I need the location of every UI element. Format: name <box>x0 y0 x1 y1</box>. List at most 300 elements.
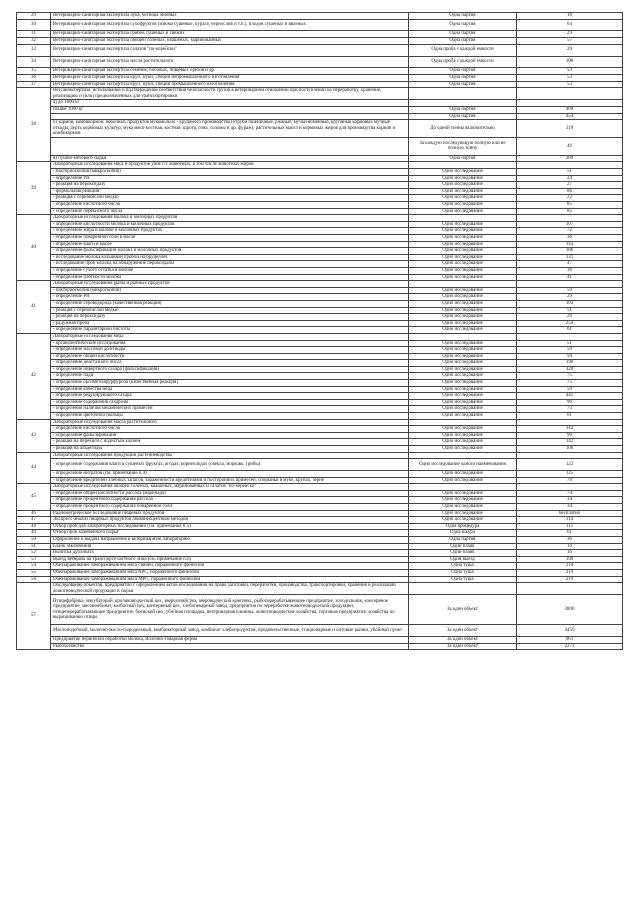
row-number: 49 <box>17 530 51 537</box>
service-description: - определение жира в молоке и молочных продуктах <box>51 228 409 235</box>
table-row <box>17 406 623 413</box>
measure-unit: Одно исследование <box>409 446 517 453</box>
measure-unit: Одна проба с каждой емкости <box>409 44 517 56</box>
service-description <box>51 113 409 120</box>
table-row <box>17 419 623 426</box>
price-value: 34 <box>517 497 623 504</box>
row-number: 56 <box>17 576 51 583</box>
price-value: 59 <box>517 287 623 294</box>
measure-unit: Одно исследование <box>409 347 517 354</box>
service-description: - определение PH <box>51 294 409 301</box>
table-row <box>17 175 623 182</box>
service-description: Лабораторные исследования молока и молочных продуктов <box>51 215 409 222</box>
price-value: 320 <box>517 366 623 373</box>
price-value <box>517 215 623 222</box>
row-number: 31 <box>17 31 51 38</box>
measure-unit: Одна партия <box>409 13 517 20</box>
table-row <box>17 446 623 453</box>
price-value: 36 <box>517 537 623 544</box>
price-value: 53 <box>517 75 623 82</box>
price-value: 16 <box>517 550 623 557</box>
measure-unit: За один объект <box>409 595 517 625</box>
row-number: 50 <box>17 537 51 544</box>
measure-unit: Одно исследование <box>409 182 517 189</box>
table-row <box>17 550 623 557</box>
table-row <box>17 393 623 400</box>
measure-unit: Одна партия <box>409 537 517 544</box>
measure-unit: Одно исследование <box>409 254 517 261</box>
measure-unit: Одно исследование <box>409 248 517 255</box>
price-value: 961 <box>517 637 623 644</box>
row-number: 36 <box>17 75 51 82</box>
price-value: 53 <box>517 68 623 75</box>
measure-unit: Одно исследование <box>409 373 517 380</box>
row-number: 55 <box>17 570 51 577</box>
service-description: - определение вредителей хлебных запасов, зараженности вредителями и посторонних примесей, спорыньи в муке, крупах, зерне <box>51 477 409 484</box>
measure-unit: Одно исследование <box>409 221 517 228</box>
price-value: 319 <box>517 120 623 138</box>
service-description: - определение диастазного числа <box>51 360 409 367</box>
measure-unit: Одно исследование <box>409 366 517 373</box>
table-row <box>17 490 623 497</box>
measure-unit: Одно исследование <box>409 307 517 314</box>
row-number: 30 <box>17 19 51 31</box>
table-row <box>17 643 623 650</box>
service-description: Лабораторные исследования рыбы и рыбных продуктов <box>51 281 409 288</box>
measure-unit: До одной тонны включительно <box>409 120 517 138</box>
measure-unit: Одна партия <box>409 38 517 45</box>
table-row <box>17 155 623 162</box>
measure-unit: Одно исследование <box>409 490 517 497</box>
service-description: Ветеринарно-санитарная экспертиза круп, муки, специй промышленного изготовления <box>51 81 409 88</box>
service-description: Обеззараживание замораживанием мяса КРС, пораженного финнозом <box>51 570 409 577</box>
service-description: - определение массовой доли воды <box>51 347 409 354</box>
price-value: 22 <box>517 195 623 202</box>
table-row <box>17 399 623 406</box>
measure-unit: Одно исследование <box>409 471 517 478</box>
table-row <box>17 208 623 215</box>
table-row <box>17 320 623 327</box>
row-number: 32 <box>17 38 51 45</box>
measure-unit: Одно исследование одного наименования <box>409 459 517 471</box>
table-row <box>17 162 623 169</box>
service-description: - бактериоскопия (микроскопия) <box>51 169 409 176</box>
price-value: 59 <box>517 386 623 393</box>
measure-unit: Одна туша <box>409 576 517 583</box>
table-row <box>17 182 623 189</box>
measure-unit: За каждую последующую полную или не полную тонну <box>409 138 517 156</box>
table-row <box>17 13 623 20</box>
table-row <box>17 169 623 176</box>
price-value: 73 <box>517 406 623 413</box>
service-description: - определение качества меда <box>51 386 409 393</box>
price-value: 61 <box>517 327 623 334</box>
table-row <box>17 637 623 644</box>
service-description: - определение нитратов (см. примечание п.4) <box>51 471 409 478</box>
service-description: б) кормов, комбикормов, побочных продуктов мукомольно - крупяного производства (отруби пшеничные, ржаные, мучки ячменные, крупяные кормовые мучные отходы, дерть кормовых культур, мука мясо-костная, костная, шрота, сена, соломы и др. фураж), растительных масел и кормовых жиров для производства кормов и комбикормов <box>51 120 409 138</box>
price-value: 72 <box>517 228 623 235</box>
measure-unit <box>409 88 517 100</box>
price-value: 106 <box>517 446 623 453</box>
measure-unit: Одно исследование <box>409 208 517 215</box>
measure-unit: Одно исследование <box>409 426 517 433</box>
service-description: а) до 1000 кг <box>51 100 409 107</box>
service-description: - определение фальсификации <box>51 432 409 439</box>
measure-unit: Одна партия <box>409 155 517 162</box>
table-row <box>17 530 623 537</box>
measure-unit: Одно исследование <box>409 314 517 321</box>
service-description: - определение инвертного сахара (фальсификация) <box>51 366 409 373</box>
price-value: 409 <box>517 107 623 114</box>
service-description: Ветсанэкспертиза, истолкование и подтверждение соответствия безопасности грузов в ветеринарном отношении при поступлении на переработку, хранение, реализацию и (или) предназначенных для транспортировки <box>51 88 409 100</box>
service-description: Ветеринарно-санитарная экспертиза овощей соленых, квашеных, маринованных <box>51 38 409 45</box>
service-description: - определение редуцирующего сахара <box>51 393 409 400</box>
service-description: Лабораторные исследования масла растительного <box>51 419 409 426</box>
price-value: 78 <box>517 477 623 484</box>
price-value: 16 <box>517 543 623 550</box>
price-list-sheet <box>16 12 622 650</box>
price-value: 36 <box>517 235 623 242</box>
service-description: Радиометрическое исследование пищевых продуктов <box>51 510 409 517</box>
service-description: - реакция на альдегиды <box>51 446 409 453</box>
measure-unit: Одно исследование <box>409 175 517 182</box>
measure-unit: Одно исследование <box>409 287 517 294</box>
table-row <box>17 583 623 595</box>
table-row <box>17 188 623 195</box>
table-row <box>17 471 623 478</box>
service-description: - определение перекисного числа <box>51 208 409 215</box>
table-row <box>17 426 623 433</box>
table-row <box>17 221 623 228</box>
service-description: Обеззараживание замораживанием мяса МРС, пораженного финнозом <box>51 576 409 583</box>
table-row <box>17 347 623 354</box>
price-value <box>517 484 623 491</box>
service-description: - реакция с сернокислой медью <box>51 195 409 202</box>
price-value: 75 <box>517 380 623 387</box>
price-value <box>517 452 623 459</box>
table-row <box>17 497 623 504</box>
price-value <box>517 162 623 169</box>
measure-unit <box>409 100 517 107</box>
price-value: бесплатно <box>517 510 623 517</box>
service-description: - определение процентного содержания поваренной соли <box>51 504 409 511</box>
service-description: - определение сухого остатка в молоке <box>51 267 409 274</box>
table-row <box>17 439 623 446</box>
service-description: Ветеринарно-санитарная экспертиза салатов "по-корейски" <box>51 44 409 56</box>
measure-unit: За один объект <box>409 643 517 650</box>
service-description: - определение паразитарной чистоты <box>51 327 409 334</box>
service-description: Обследование объектов, предприятий с оформлением актов обследования на право заготовки, переработки, производства, транспортировки, хранения и реализации животноводческой продукции и сырья <box>51 583 409 595</box>
table-row <box>17 477 623 484</box>
service-description: - формольная реакция <box>51 188 409 195</box>
price-value: 20 <box>517 44 623 56</box>
measure-unit: Одно исследование <box>409 228 517 235</box>
service-description: - органолептические исследования <box>51 340 409 347</box>
row-number: 46 <box>17 510 51 517</box>
price-value: 454 <box>517 113 623 120</box>
measure-unit: Одно исследование <box>409 497 517 504</box>
price-value: 99 <box>517 432 623 439</box>
measure-unit: Одно исследование <box>409 320 517 327</box>
price-value: 85 <box>517 208 623 215</box>
table-row <box>17 563 623 570</box>
measure-unit: Одна проба с каждой емкости <box>409 56 517 68</box>
price-value: 142 <box>517 426 623 433</box>
service-description: - определение влаги в масле <box>51 241 409 248</box>
service-description: Лабораторные исследования меда <box>51 333 409 340</box>
table-row <box>17 380 623 387</box>
price-value: 289 <box>517 155 623 162</box>
price-value: 29 <box>517 314 623 321</box>
service-description: Экспресс-анализ пищевых продуктов люминесцентным методом <box>51 517 409 524</box>
service-description: - реакция на перекиси с йодистым калием <box>51 439 409 446</box>
service-description: - реакция с сернокислой медью <box>51 307 409 314</box>
table-row <box>17 432 623 439</box>
measure-unit: Одна партия <box>409 31 517 38</box>
service-description: Маслоподобный, молочно-масло-сыродельный, комбинаторный завод, комбинат хлебопродуктов, продовольственные, стационарные и оптовые рынки, убойный пункт <box>51 625 409 637</box>
price-value: 94 <box>517 353 623 360</box>
price-value: 103 <box>517 300 623 307</box>
table-row <box>17 44 623 56</box>
table-row <box>17 366 623 373</box>
measure-unit: Одно исследование <box>409 517 517 524</box>
table-row <box>17 248 623 255</box>
measure-unit: Одно исследование <box>409 399 517 406</box>
row-number: 45 <box>17 484 51 510</box>
price-value: 219 <box>517 576 623 583</box>
table-row <box>17 75 623 82</box>
price-value: 47 <box>517 261 623 268</box>
service-description: - радужная проба <box>51 320 409 327</box>
table-row <box>17 254 623 261</box>
measure-unit: Один бланк <box>409 550 517 557</box>
price-value: 122 <box>517 459 623 471</box>
measure-unit: Одно исследование <box>409 393 517 400</box>
service-description: Ветеринарно-санитарная экспертиза масла растительного <box>51 56 409 68</box>
price-value: 125 <box>517 471 623 478</box>
price-value: 96 <box>517 399 623 406</box>
service-description <box>51 138 409 156</box>
measure-unit <box>409 333 517 340</box>
measure-unit: Одно исследование <box>409 327 517 334</box>
table-row <box>17 195 623 202</box>
table-row <box>17 523 623 530</box>
table-row <box>17 228 623 235</box>
table-row <box>17 452 623 459</box>
row-number: 48 <box>17 523 51 530</box>
measure-unit: Одно исследование <box>409 386 517 393</box>
measure-unit: Одно исследование <box>409 235 517 242</box>
table-row <box>17 267 623 274</box>
row-number: 54 <box>17 563 51 570</box>
price-value: 34 <box>517 504 623 511</box>
measure-unit: Одна партия <box>409 81 517 88</box>
table-row <box>17 353 623 360</box>
price-value: 27 <box>517 182 623 189</box>
price-value: 219 <box>517 563 623 570</box>
table-row <box>17 100 623 107</box>
price-value <box>517 281 623 288</box>
service-description: Рыбохозяйство <box>51 643 409 650</box>
service-description: свыше 1000 кг <box>51 107 409 114</box>
price-value: 254 <box>517 320 623 327</box>
measure-unit: Одна партия <box>409 113 517 120</box>
price-value: 64 <box>517 19 623 31</box>
service-description: Птицефабрика, инкубаторий, кролиководческий цех, зверохозяйство, звероводческий комплекс, рыбоперерабатывающее предприятие, холодильник, консервное предприятие, мясокомбинат, колбасный цех, консервный цех, хлебопекарный завод, предприятия по переработке животноводческой продукции, птицеперерабатывающее предприятие, боенский цех, убойная площадка, ветеринарная клиника, животноводческие хозяйства, торговые предприятия, хозяйства по выращиванию птицы <box>51 595 409 625</box>
price-value: 441 <box>517 393 623 400</box>
table-row <box>17 281 623 288</box>
price-value: 57 <box>517 38 623 45</box>
table-row <box>17 413 623 420</box>
table-row <box>17 340 623 347</box>
service-description: - исследование проб молока на обнаружение пероксидазы <box>51 261 409 268</box>
price-value: 4459 <box>517 625 623 637</box>
measure-unit <box>409 484 517 491</box>
measure-unit: Одно исследование <box>409 241 517 248</box>
price-value: 2273 <box>517 643 623 650</box>
price-value <box>517 583 623 595</box>
price-value: 51 <box>517 307 623 314</box>
price-value: 143 <box>517 241 623 248</box>
price-value: 219 <box>517 570 623 577</box>
row-number: 52 <box>17 550 51 557</box>
measure-unit: Одно исследование <box>409 504 517 511</box>
row-number: 40 <box>17 215 51 281</box>
row-number: 43 <box>17 419 51 452</box>
row-number: 35 <box>17 68 51 75</box>
measure-unit: Одно исследование <box>409 360 517 367</box>
service-description: Лабораторные исследования мяса и продуктов убоя с/х животных, в том числе животных жиров <box>51 162 409 169</box>
price-table <box>16 12 623 650</box>
service-description: - определение пади <box>51 373 409 380</box>
table-row <box>17 307 623 314</box>
price-value: 198 <box>517 360 623 367</box>
service-description: Ветеринарно-санитарная экспертиза грибов сушеных и свежих <box>51 31 409 38</box>
table-row <box>17 113 623 120</box>
table-row <box>17 576 623 583</box>
measure-unit: Одно исследование <box>409 353 517 360</box>
table-row <box>17 19 623 31</box>
row-number: 38 <box>17 88 51 162</box>
price-value: 114 <box>517 517 623 524</box>
price-value: 3806 <box>517 595 623 625</box>
table-row <box>17 31 623 38</box>
price-value: 186 <box>517 248 623 255</box>
service-description: Выезд ветврача на транспорте частного лица (см. примечание п.6) <box>51 556 409 563</box>
table-row <box>17 517 623 524</box>
price-value: 142 <box>517 439 623 446</box>
price-value: 41 <box>517 274 623 281</box>
price-value: 115 <box>517 523 623 530</box>
measure-unit: Одно исследование <box>409 195 517 202</box>
service-description: Отбор проб для лабораторных исследований (см. примечание п.5) <box>51 523 409 530</box>
service-description: - определение кислотного числа <box>51 202 409 209</box>
measure-unit: Один выезд <box>409 556 517 563</box>
table-row <box>17 386 623 393</box>
price-value: 108 <box>517 56 623 68</box>
table-row <box>17 38 623 45</box>
service-description: Ветеринарно-санитарная экспертиза сухофруктов (изюма сушеные, курага, чернослив и т.п.), плодов сушеных и вяленых <box>51 19 409 31</box>
service-description: Обеззараживание замораживанием мяса свиней, пораженного финнозом <box>51 563 409 570</box>
service-description: - реакция на пероксидазу <box>51 182 409 189</box>
row-number: 51 <box>17 543 51 550</box>
table-row <box>17 459 623 471</box>
service-description: Отбор проб кожевенного сырья <box>51 530 409 537</box>
measure-unit: Одно исследование <box>409 413 517 420</box>
row-number: 44 <box>17 452 51 484</box>
table-row <box>17 373 623 380</box>
row-number: 29 <box>17 13 51 20</box>
measure-unit <box>409 215 517 222</box>
service-description: Лабораторные исследования овощей соленых, квашеных, маринованных и салатов "по-корейски" <box>51 484 409 491</box>
measure-unit: Одно исследование <box>409 406 517 413</box>
price-value: 18 <box>517 13 623 20</box>
measure-unit: Одно исследование <box>409 274 517 281</box>
price-value: 86 <box>517 188 623 195</box>
price-value: 51 <box>517 169 623 176</box>
table-row <box>17 537 623 544</box>
table-row <box>17 202 623 209</box>
measure-unit: Одно исследование <box>409 169 517 176</box>
table-row <box>17 625 623 637</box>
measure-unit: Одно исследование <box>409 380 517 387</box>
service-description: - бактериоскопия (микроскопия) <box>51 287 409 294</box>
table-row <box>17 333 623 340</box>
price-value: 75 <box>517 373 623 380</box>
price-value: 36 <box>517 267 623 274</box>
table-row <box>17 56 623 68</box>
measure-unit: Одна партия <box>409 68 517 75</box>
row-number: 47 <box>17 517 51 524</box>
price-value: 29 <box>517 294 623 301</box>
table-row <box>17 81 623 88</box>
service-description: - определение фальсификации молока и молочных продуктов <box>51 248 409 255</box>
table-row <box>17 300 623 307</box>
table-row <box>17 107 623 114</box>
measure-unit: Одна туша <box>409 563 517 570</box>
service-description: - определение плотности молока <box>51 274 409 281</box>
measure-unit <box>409 583 517 595</box>
table-row <box>17 68 623 75</box>
measure-unit: Одно исследование <box>409 510 517 517</box>
price-value <box>517 88 623 100</box>
table-row <box>17 138 623 156</box>
table-row <box>17 314 623 321</box>
table-row <box>17 120 623 138</box>
service-description: Выписка дубликата <box>51 550 409 557</box>
table-row <box>17 510 623 517</box>
service-description: - реакция на пероксидазу <box>51 314 409 321</box>
price-value: 107 <box>517 221 623 228</box>
measure-unit: Одна партия <box>409 107 517 114</box>
service-description: - определение кислотности молока и молочных продуктов <box>51 221 409 228</box>
measure-unit: Один бланк <box>409 543 517 550</box>
price-value: 198 <box>517 556 623 563</box>
row-number: 39 <box>17 162 51 215</box>
measure-unit: Одно исследование <box>409 202 517 209</box>
price-value: 61 <box>517 413 623 420</box>
service-description: - определение наличия механических примесей <box>51 406 409 413</box>
measure-unit: Одно исследование <box>409 294 517 301</box>
service-description: - определение поваренной соли в масле <box>51 235 409 242</box>
row-number: 34 <box>17 56 51 68</box>
price-value: 74 <box>517 490 623 497</box>
measure-unit: Одно исследование <box>409 261 517 268</box>
table-row <box>17 88 623 100</box>
service-description: - определение PH <box>51 175 409 182</box>
service-description: Ветеринарно-санитарная экспертиза лука, чеснока зеленых <box>51 13 409 20</box>
table-row <box>17 484 623 491</box>
